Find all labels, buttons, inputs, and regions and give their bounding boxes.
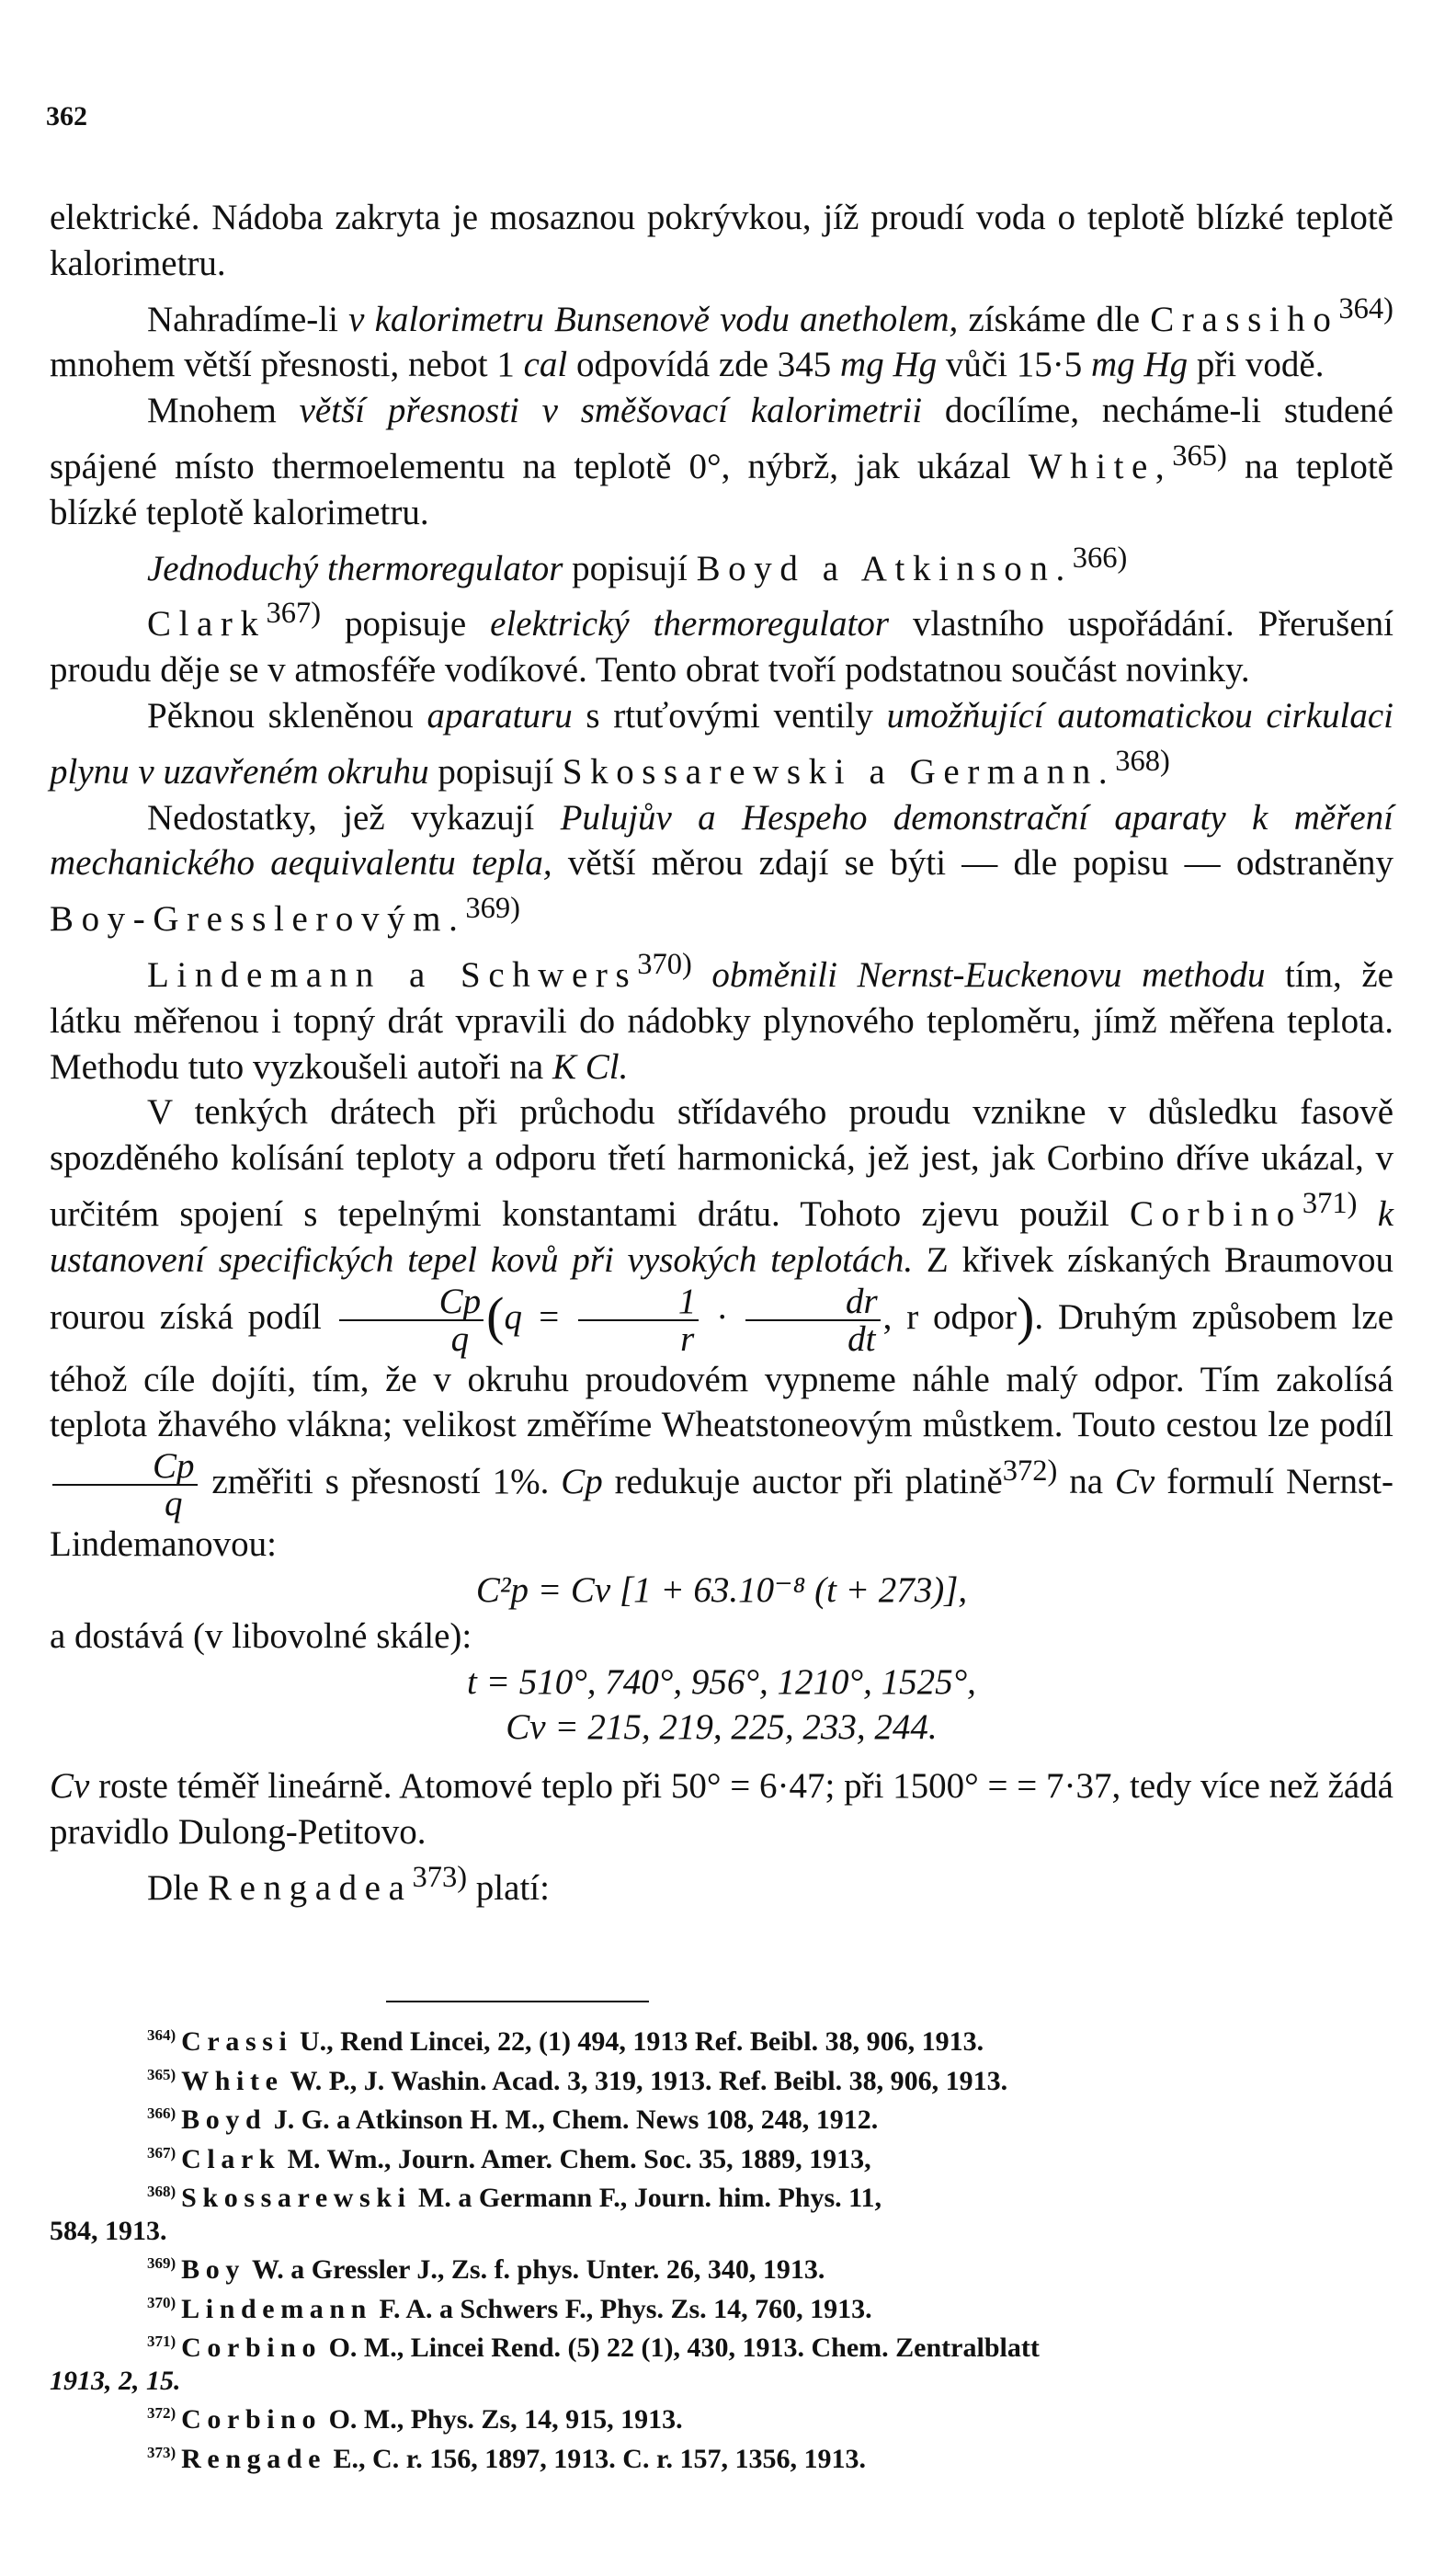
- author-name: Corbino: [1129, 1193, 1302, 1234]
- formula: C²p = Cv [1 + 63.10⁻⁸ (t + 273)],: [475, 1569, 968, 1610]
- footnote-ref: 370): [637, 947, 692, 981]
- footnote-ref: 366): [1072, 541, 1128, 575]
- paragraph: elektrické. Nádoba zakryta je mosaznou pokrývkou, jíž proudí voda o teplotě blízké teplotě kalorimetru.: [50, 198, 1393, 283]
- fraction: $\frac{dr}{dt}$: [745, 1283, 881, 1357]
- author-name: Lindemann a Schwers: [147, 954, 638, 995]
- data-row-temperature: t = 510°, 740°, 956°, 1210°, 1525°,: [467, 1661, 976, 1702]
- footnote: $^{371)}$ Corbino O. M., Lincei Rend. (5) 22 (1), 430, 1913. Chem. Zentralblatt: [147, 2333, 1040, 2363]
- footnote-ref: 373): [412, 1860, 468, 1894]
- paragraph: Lindemann a Schwers$^{370)}$ obměnili Nernst-Euckenovu methodu tím, že látku měřenou i topný drát vpravili do nádobky plynového teploměru, jímž měřena teplota. Methodu tuto vyzkoušeli autoři na K Cl.: [50, 947, 1393, 1087]
- main-text: [50, 195, 1393, 1911]
- footnote-continuation: 1913, 2, 15.: [50, 2365, 181, 2396]
- footnote: $^{369)}$ Boy W. a Gressler J., Zs. f. phys. Unter. 26, 340, 1913.: [147, 2254, 825, 2285]
- author-name: Crassiho: [1150, 299, 1339, 339]
- footnote-continuation: 584, 1913.: [50, 2215, 167, 2246]
- paragraph: V tenkých drátech při průchodu střídavého proudu vznikne v důsledku fasově spozděného kolísání teploty a odporu třetí harmonická, jež jest, jak Corbino dříve ukázal, v určitém spojení s tepelnými konstantami drátu. Tohoto zjevu použil Corbino$^{371)}$ k ustanovení specifických tepel kovů při vysokých teplotách. Z křivek získaných Braumovou rourou získá podíl $\frac{Cp}{q}$ (q = $\frac{1}{r}$ · $\frac{dr}{dt}$ , r odpor). Druhým způsobem lze téhož cíle dojíti, tím, že v okruhu proudovém vypneme náhle malý odpor. Tím zakolísá teplota žhavého vlákna; velikost změříme Wheatstoneovým můstkem. Touto cestou lze podíl $\frac{Cp}{q}$ změřiti s přesností 1%. Cp redukuje auctor při platině$^{372)}$ na Cv formulí Nernst-Lindemanovou:: [50, 1092, 1394, 1565]
- footnote-ref: 371): [1302, 1186, 1358, 1220]
- footnote: $^{368)}$ Skossarewski M. a Germann F., Journ. him. Phys. 11,: [147, 2183, 882, 2213]
- footnote-ref: 369): [465, 892, 520, 926]
- fraction: $\frac{Cp}{q}$: [339, 1283, 484, 1357]
- footnote: $^{365)}$ White W. P., J. Washin. Acad. 3, 319, 1913. Ref. Beibl. 38, 906, 1913.: [147, 2065, 1008, 2096]
- footnote-ref: 365): [1172, 439, 1227, 473]
- fraction: $\frac{Cp}{q}$: [52, 1448, 198, 1522]
- paragraph: Jednoduchý thermoregulator popisují Boyd a Atkinson.$^{366)}$: [147, 541, 1128, 588]
- author-name: Clark: [147, 604, 267, 644]
- paragraph: Dle Rengadea$^{373)}$ platí:: [147, 1860, 550, 1908]
- footnote: $^{366)}$ Boyd J. G. a Atkinson H. M., Chem. News 108, 248, 1912.: [147, 2104, 879, 2135]
- footnotes: [50, 2019, 1393, 2475]
- footnote-ref: 372): [1002, 1454, 1058, 1489]
- author-name: Skossarewski a Germann.: [562, 751, 1116, 792]
- footnote: $^{373)}$ Rengade E., C. r. 156, 1897, 1913. C. r. 157, 1356, 1913.: [147, 2443, 867, 2474]
- paragraph: Nedostatky, jež vykazují Pulujův a Hespeho demonstrační aparaty k měření mechanického aequivalentu tepla, větší měrou zdají se býti — dle popisu — odstraněny Boy-Gresslerovým.$^{369)}$: [50, 797, 1393, 940]
- footnote: $^{370)}$ Lindemann F. A. a Schwers F., Phys. Zs. 14, 760, 1913.: [147, 2293, 872, 2324]
- author-name: Rengadea: [208, 1867, 413, 1908]
- author-name: White,: [1028, 446, 1173, 486]
- footnote-ref: 368): [1115, 744, 1170, 778]
- author-name: Boyd a Atkinson.: [696, 548, 1073, 588]
- footnote: $^{364)}$ Crassi U., Rend Lincei, 22, (1) 494, 1913 Ref. Beibl. 38, 906, 1913.: [147, 2026, 984, 2057]
- footnote-divider: [386, 2001, 649, 2002]
- data-row-cv: Cv = 215, 219, 225, 233, 244.: [506, 1707, 938, 1748]
- page-number: 362: [46, 101, 87, 131]
- paragraph: a dostává (v libovolné skále):: [50, 1615, 472, 1656]
- author-name: Boy-Gresslerovým.: [50, 899, 466, 940]
- paragraph: Pěknou skleněnou aparaturu s rtuťovými ventily umožňující automatickou cirkulaci plynu v uzavřeném okruhu popisují Skossarewski a Germann.$^{368)}$: [50, 695, 1393, 792]
- paragraph: Mnohem větší přesnosti v směšovací kalorimetrii docílíme, necháme-li studené spájené místo thermoelementu na teplotě 0°, nýbrž, jak ukázal White,$^{365)}$ na teplotě blízké teplotě kalorimetru.: [50, 391, 1393, 532]
- fraction: $\frac{1}{r}$: [578, 1283, 700, 1357]
- footnote-ref: 367): [266, 597, 322, 631]
- footnote-ref: 364): [1338, 291, 1393, 325]
- paragraph: Nahradíme-li v kalorimetru Bunsenově vodu anetholem, získáme dle Crassiho$^{364)}$ mnohem větší přesnosti, nebot 1 cal odpovídá zde 345 mg Hg vůči 15·5 mg Hg při vodě.: [50, 291, 1393, 385]
- paragraph: Cv roste téměř lineárně. Atomové teplo při 50° = 6·47; při 1500° = = 7·37, tedy více než žádá pravidlo Dulong-Petitovo.: [50, 1766, 1393, 1852]
- paragraph: Clark$^{367)}$ popisuje elektrický thermoregulator vlastního uspořádání. Přerušení proudu děje se v atmosféře vodíkové. Tento obrat tvoří podstatnou součást novinky.: [50, 597, 1393, 690]
- footnote: $^{372)}$ Corbino O. M., Phys. Zs, 14, 915, 1913.: [147, 2404, 683, 2435]
- footnote: $^{367)}$ Clark M. Wm., Journ. Amer. Chem. Soc. 35, 1889, 1913,: [147, 2143, 871, 2174]
